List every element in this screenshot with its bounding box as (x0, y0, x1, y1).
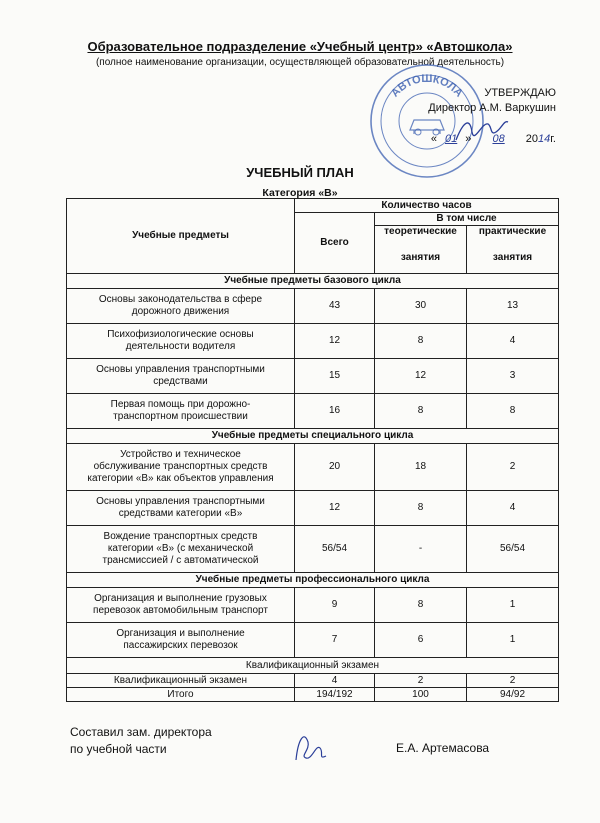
total-header: Всего (295, 213, 375, 274)
subject-name (67, 491, 295, 526)
subject-name-line: перевозок автомобильным транспорт (93, 605, 268, 616)
category-label: Категория «В» (262, 187, 338, 199)
total-hours: 16 (295, 394, 375, 429)
total-hours: 15 (295, 359, 375, 394)
subject-name-line: Основы управления транспортными (96, 364, 265, 375)
subject-name (67, 623, 295, 658)
subject-row (67, 324, 559, 359)
subject-name (67, 394, 295, 429)
theory-hours: 18 (375, 444, 467, 491)
total-hours: 56/54 (295, 526, 375, 573)
total-hours: 12 (295, 324, 375, 359)
section-title: Учебные предметы специального цикла (67, 429, 559, 444)
section-title: Учебные предметы базового цикла (67, 274, 559, 289)
section-row (67, 573, 559, 588)
subject-name-line: Основы управления транспортными (96, 496, 265, 507)
subject-name (67, 588, 295, 623)
subject-name-line: Организация и выполнение (116, 628, 245, 639)
compiled-line-1: Составил зам. директора (70, 725, 212, 739)
theory-hours: 8 (375, 588, 467, 623)
practice-hours: 13 (467, 289, 559, 324)
theory-hours: 8 (375, 491, 467, 526)
practice-hours: 1 (467, 588, 559, 623)
approval-heading: УТВЕРЖДАЮ (484, 87, 556, 99)
grand-total: 194/192 (295, 688, 375, 702)
total-hours: 9 (295, 588, 375, 623)
exam-label: Квалификационный экзамен (67, 674, 295, 688)
section-row (67, 274, 559, 289)
organization-subtitle: (полное наименование организации, осуществляющей образовательной деятельность) (95, 57, 505, 68)
subject-row (67, 444, 559, 491)
theory-hours: 6 (375, 623, 467, 658)
compiled-by (70, 724, 212, 758)
signer-name: Е.А. Артемасова (396, 741, 490, 755)
compiled-line-2: по учебной части (70, 742, 167, 756)
total-hours: 20 (295, 444, 375, 491)
subjects-header: Учебные предметы (67, 199, 295, 274)
date-year-prefix: 20 (525, 133, 539, 145)
including-header: В том числе (375, 213, 559, 226)
subject-row (67, 289, 559, 324)
subject-row (67, 394, 559, 429)
subject-row (67, 623, 559, 658)
subject-name-line: трансмиссией / с автоматической (102, 555, 259, 566)
practice-hours: 56/54 (467, 526, 559, 573)
date-suffix: г. (550, 133, 556, 145)
subject-name-line: Основы законодательства в сфере (98, 294, 263, 305)
subject-row (67, 588, 559, 623)
date-month: 08 (492, 133, 505, 145)
theory-header (375, 226, 467, 274)
grand-theory: 100 (375, 688, 467, 702)
date-open-quote: « (430, 133, 438, 145)
subject-name (67, 444, 295, 491)
total-label: Итого (67, 688, 295, 702)
subject-name-line: категории «В» (с механической (107, 543, 254, 554)
subject-name-line: транспортном происшествии (113, 411, 248, 422)
practice-header-line-1: практические (478, 226, 547, 237)
total-hours: 7 (295, 623, 375, 658)
exam-row (67, 674, 559, 688)
header-row-1 (67, 199, 559, 213)
subject-name-line: Устройство и техническое (120, 449, 241, 460)
subject-name-line: Вождение транспортных средств (103, 531, 258, 542)
compiler-signature (290, 726, 330, 768)
practice-header-line-2: занятия (492, 252, 533, 263)
total-hours: 43 (295, 289, 375, 324)
date-close-quote: » (465, 133, 472, 145)
total-row (67, 688, 559, 702)
practice-hours: 1 (467, 623, 559, 658)
theory-header-line-2: занятия (400, 252, 441, 263)
subject-name (67, 324, 295, 359)
subject-name-line: Первая помощь при дорожно- (110, 399, 251, 410)
theory-hours: - (375, 526, 467, 573)
subject-name-line: пассажирских перевозок (123, 640, 238, 651)
date-year: 14 (538, 133, 551, 145)
theory-hours: 8 (375, 394, 467, 429)
practice-hours: 2 (467, 444, 559, 491)
theory-hours: 12 (375, 359, 467, 394)
grand-practice: 94/92 (467, 688, 559, 702)
subject-name (67, 359, 295, 394)
subject-name-line: деятельности водителя (125, 341, 236, 352)
theory-hours: 8 (375, 324, 467, 359)
practice-hours: 3 (467, 359, 559, 394)
practice-hours: 4 (467, 324, 559, 359)
exam-theory: 2 (375, 674, 467, 688)
curriculum-table (66, 198, 559, 702)
subject-name-line: категории «В» как объектов управления (87, 473, 274, 484)
section-title: Учебные предметы профессионального цикла (67, 573, 559, 588)
practice-hours: 8 (467, 394, 559, 429)
total-hours: 12 (295, 491, 375, 526)
practice-hours: 4 (467, 491, 559, 526)
subject-name-line: Организация и выполнение грузовых (94, 593, 267, 604)
subject-row (67, 491, 559, 526)
exam-practice: 2 (467, 674, 559, 688)
approval-director: Директор А.М. Варкушин (428, 102, 556, 114)
exam-section-row (67, 658, 559, 674)
subject-name (67, 289, 295, 324)
subject-row (67, 359, 559, 394)
section-row (67, 429, 559, 444)
practice-header (467, 226, 559, 274)
subject-name-line: обслуживание транспортных средств (93, 461, 268, 472)
director-signature (452, 110, 512, 150)
stamp-text: АВТОШКОЛА (389, 72, 465, 100)
subject-row (67, 526, 559, 573)
organization-title: Образовательное подразделение «Учебный центр» «Автошкола» (87, 39, 513, 54)
exam-section-title: Квалификационный экзамен (67, 658, 559, 674)
exam-total: 4 (295, 674, 375, 688)
theory-header-line-1: теоретические (384, 226, 457, 237)
subject-name-line: дорожного движения (131, 306, 230, 317)
subject-name-line: средствами (153, 376, 208, 387)
subject-name-line: средствами категории «В» (118, 508, 243, 519)
subject-name-line: Психофизиологические основы (107, 329, 254, 340)
document-title: УЧЕБНЫЙ ПЛАН (246, 165, 354, 180)
theory-hours: 30 (375, 289, 467, 324)
subject-name (67, 526, 295, 573)
date-day: 01 (445, 133, 458, 145)
hours-header: Количество часов (295, 199, 559, 213)
